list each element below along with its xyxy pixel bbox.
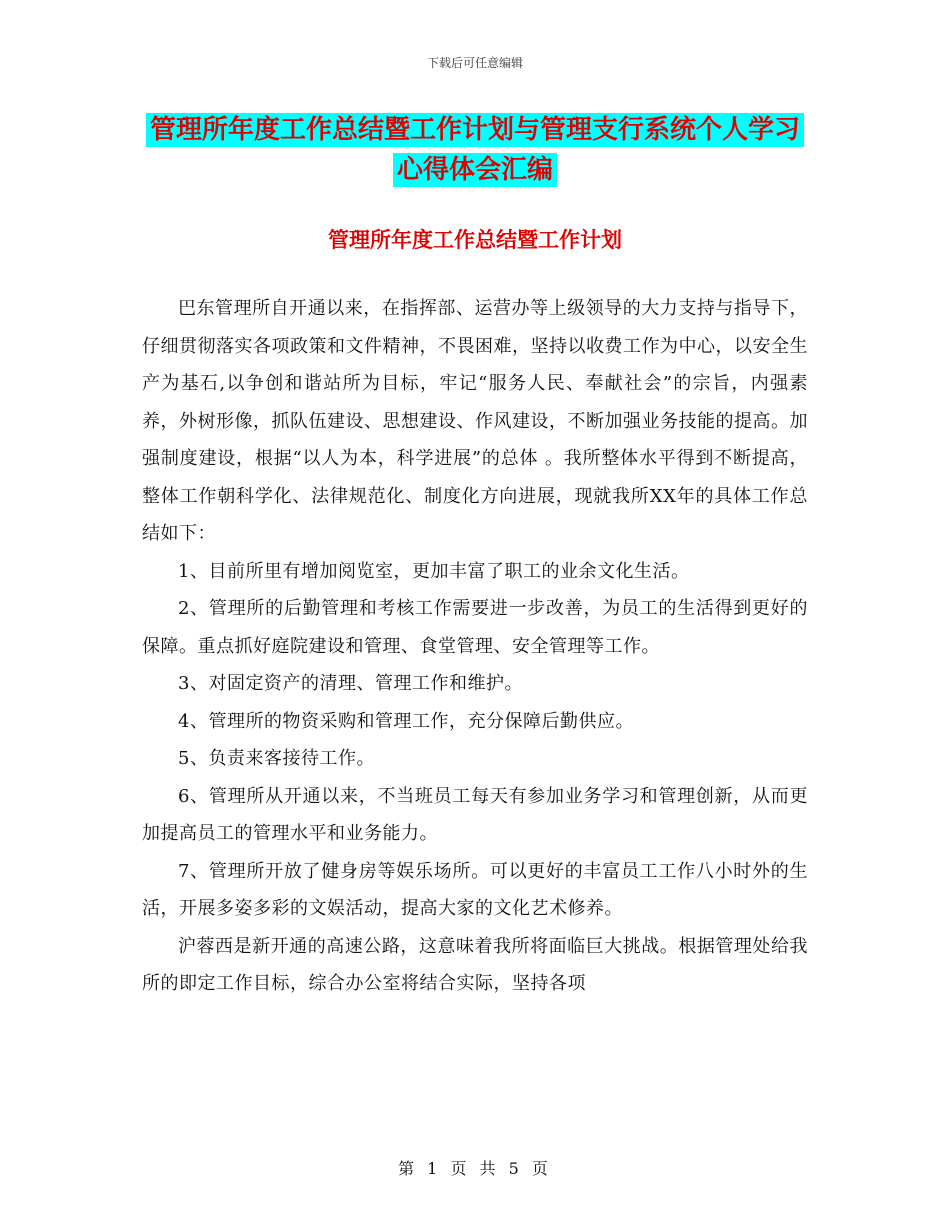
paragraph: 1、目前所里有增加阅览室，更加丰富了职工的业余文化生活。 xyxy=(178,560,690,582)
paragraph: 沪蓉西是新开通的高速公路，这意味着我所将面临巨大挑战。根据管理处给我所的即定工作目标，综合办公室将结合实际，坚持各项 xyxy=(142,935,808,994)
paragraph: 6、管理所从开通以来，不当班员工每天有参加业务学习和管理创新，从而更加提高员工的管理水平和业务能力。 xyxy=(142,785,808,844)
document-body xyxy=(142,290,808,1003)
document-title xyxy=(140,110,810,190)
header-note: 下载后可任意编辑 xyxy=(426,56,523,70)
paragraph: 3、对固定资产的清理、管理工作和维护。 xyxy=(178,673,523,694)
paragraph: 2、管理所的后勤管理和考核工作需要进一步改善，为员工的生活得到更好的保障。重点抓好庭院建设和管理、食堂管理、安全管理等工作。 xyxy=(142,598,808,657)
paragraph: 5、负责来客接待工作。 xyxy=(178,748,375,769)
section-title: 管理所年度工作总结暨工作计划 xyxy=(328,228,622,252)
page-footer: 第 1 页 共 5 页 xyxy=(398,1159,552,1178)
document-title-text: 管理所年度工作总结暨工作计划与管理支行系统个人学习心得体会汇编 xyxy=(146,113,804,187)
paragraph: 4、管理所的物资采购和管理工作，充分保障后勤供应。 xyxy=(178,710,634,732)
paragraph: 巴东管理所自开通以来，在指挥部、运营办等上级领导的大力支持与指导下，仔细贯彻落实各项政策和文件精神，不畏困难，坚持以收费工作为中心，以安全生产为基石,以争创和谐站所为目标，牢记“服务人民、奉献社会”的宗旨，内强素养，外树形像，抓队伍建设、思想建设、作风建设，不断加强业务技能的提高。加强制度建设，根据“以人为本，科学进展”的总体 。我所整体水平得到不断提高，整体工作朝科学化、法律规范化、制度化方向进展，现就我所XX年的具体工作总结如下： xyxy=(142,298,808,544)
paragraph: 7、管理所开放了健身房等娱乐场所。可以更好的丰富员工工作八小时外的生活，开展多姿多彩的文娱活动，提高大家的文化艺术修养。 xyxy=(142,860,808,919)
